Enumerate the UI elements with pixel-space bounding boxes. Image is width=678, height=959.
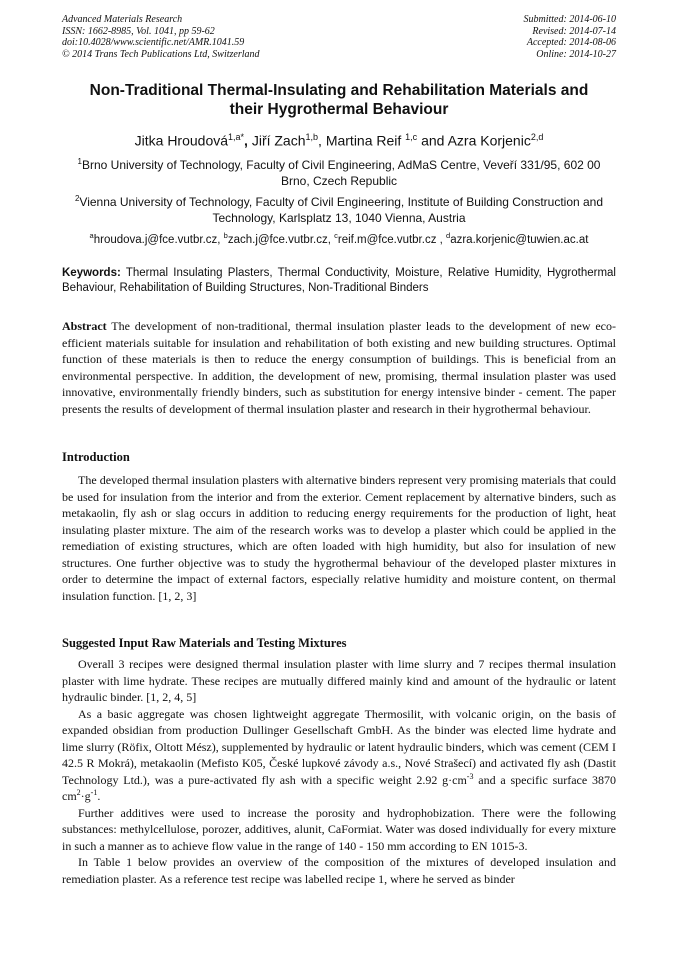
p2-superscript: -1 bbox=[90, 788, 98, 797]
affiliation-2 bbox=[62, 191, 616, 226]
introduction-section bbox=[62, 472, 616, 604]
paper-title bbox=[62, 81, 616, 119]
materials-section bbox=[62, 656, 616, 887]
email-link[interactable]: reif.m@fce.vutbr.cz , bbox=[337, 233, 447, 246]
introduction-paragraph: The developed thermal insulation plasters with alternative binders represent very promising materials that could be used for insulation from the interior and from the exterior. Cement replacement by alternative binders, such as metakaolin, fly ash or slag occurs in addition to reducing energy requirements for the production of light, heat insulating plaster mixture. The aim of the research works was to develop a plaster which could be applied in the remediation of existing structures, which are often loaded with high humidity, but also for insulation of new structures. One further objective was to study the hygrothermal behaviour of the developed plaster mixtures in order to determine the impact of external factors, especially relative humidity and moisture content, on thermal insulation function. [1, 2, 3] bbox=[62, 473, 616, 603]
email-link[interactable]: zach.j@fce.vutbr.cz, bbox=[227, 233, 335, 246]
affiliation-number: 1 bbox=[77, 157, 82, 166]
date-accepted: Accepted: 2014-08-06 bbox=[526, 37, 616, 49]
email-mark: b bbox=[223, 231, 228, 240]
journal-issn: ISSN: 1662-8985, Vol. 1041, pp 59-62 bbox=[62, 25, 215, 37]
abstract-text: The development of non-traditional, thermal insulation plaster leads to the development of new eco-efficient materials suitable for insulation and rehabilitation of both existing and new building structures. Optimal function of these materials is then to reduce the energy consumption of buildings. This is beneficial from an environmental perspective. In addition, the development of new, promising, thermal insulation plaster was used innovative, environmentally friendly binders, such as substitution for energy intensive binder - cement. The paper presents the results of development of thermal insulation plaster and research in their hygrothermal behaviour. bbox=[62, 319, 616, 416]
date-online: Online: 2014-10-27 bbox=[536, 48, 616, 60]
introduction-heading: Introduction bbox=[62, 450, 130, 464]
author-affiliation-mark: 1,b bbox=[305, 132, 319, 142]
affiliation-number: 2 bbox=[74, 194, 80, 203]
p2-text-b: and a specific surface 3870 cm bbox=[62, 772, 616, 803]
p2-superscript: -3 bbox=[466, 771, 474, 781]
author-separator: , bbox=[318, 132, 326, 149]
email-mark: a bbox=[89, 231, 94, 240]
title-line-1: Non-Traditional Thermal-Insulating and Rehabilitation Materials and bbox=[89, 82, 589, 99]
keywords-text: Thermal Insulating Plasters, Thermal Conductivity, Moisture, Relative Humidity, Hygrothermal Behaviour, Rehabilitation of Building Structures, Non-Traditional Binders bbox=[62, 267, 616, 294]
affiliation-text: Brno University of Technology, Faculty of Civil Engineering, AdMaS Centre, Veveří 331/95, 602 00 Brno, Czech Republic bbox=[81, 158, 601, 188]
p2-text-a: As a basic aggregate was chosen lightweight aggregate Thermosilit, with volcanic origin, on the basis of expanded obsidian from production Dullinger Gesellschaft GmbH. As the binder was elected lime hydrate and lime slurry (Röfix, Oltott Mész), supplemented by hydraulic or latent hydraulic binders, which was cement (CEM I 42.5 R Mokrá), metakaolin (Mefisto K05, České lupkové závody a.s., Nové Strašecí) and activated fly ash (Dastit Technology Ltd.), was a pure-activated fly ash with a specific weight 2.92 g·cm bbox=[62, 706, 616, 787]
author-affiliation-mark: 1,c bbox=[405, 132, 418, 142]
author-separator: , bbox=[244, 132, 252, 149]
author-affiliation-mark: 1,a* bbox=[228, 132, 245, 142]
materials-paragraph-4: In Table 1 below provides an overview of the composition of the mixtures of developed insulation and remediation plaster. As a reference test recipe was labelled recipe 1, where he served as binder bbox=[62, 855, 616, 886]
p2-text-d: . bbox=[97, 789, 101, 803]
author-list bbox=[62, 128, 616, 150]
journal-copyright: © 2014 Trans Tech Publications Ltd, Switzerland bbox=[62, 48, 260, 60]
author-name: Jiří Zach bbox=[251, 132, 306, 149]
abstract bbox=[62, 318, 616, 417]
p2-superscript: 2 bbox=[76, 788, 81, 797]
email-mark: c bbox=[334, 231, 338, 240]
author-name: Azra Korjenic bbox=[447, 132, 531, 149]
journal-info bbox=[62, 14, 260, 60]
materials-heading: Suggested Input Raw Materials and Testing Mixtures bbox=[62, 636, 347, 650]
p2-text-c: ·g bbox=[80, 789, 91, 803]
materials-paragraph-1: Overall 3 recipes were designed thermal insulation plaster with lime slurry and 7 recipes thermal insulation plaster with lime hydrate. These recipes are mutually differed mainly kind and amount of the hydraulic or latent hydraulic binder. [1, 2, 4, 5] bbox=[62, 657, 616, 704]
author-affiliation-mark: 2,d bbox=[530, 132, 544, 142]
date-revised: Revised: 2014-07-14 bbox=[532, 25, 616, 37]
affiliation-1 bbox=[62, 154, 616, 189]
keywords-label: Keywords: bbox=[62, 267, 121, 279]
email-mark: d bbox=[446, 231, 451, 240]
author-name: Martina Reif bbox=[325, 132, 406, 149]
materials-paragraph-3: Further additives were used to increase the porosity and hydrophobization. There were the following substances: methylcellulose, porozer, additives, alunit, CaFormiat. Water was dosed individually for every mixture in such a manner as to achieve flow value in the range of 140 - 150 mm according to EN 1015-3. bbox=[62, 805, 616, 853]
affiliation-text: Vienna University of Technology, Faculty of Civil Engineering, Institute of Building Construction and Technology, Karlsplatz 13, 1040 Vienna, Austria bbox=[79, 195, 604, 225]
journal-name: Advanced Materials Research bbox=[62, 14, 183, 25]
author-name: Jitka Hroudová bbox=[134, 132, 229, 149]
title-line-2: their Hygrothermal Behaviour bbox=[229, 101, 449, 118]
abstract-label: Abstract bbox=[62, 319, 107, 333]
email-link[interactable]: hroudova.j@fce.vutbr.cz, bbox=[93, 233, 224, 246]
date-submitted: Submitted: 2014-06-10 bbox=[523, 14, 616, 25]
materials-paragraph-2 bbox=[62, 706, 616, 805]
journal-doi[interactable]: doi:10.4028/www.scientific.net/AMR.1041.59 bbox=[62, 37, 245, 49]
email-link[interactable]: azra.korjenic@tuwien.ac.at bbox=[450, 233, 589, 246]
author-separator: and bbox=[417, 132, 448, 149]
keywords bbox=[62, 266, 616, 295]
publication-dates bbox=[524, 14, 617, 60]
author-emails bbox=[62, 228, 616, 248]
